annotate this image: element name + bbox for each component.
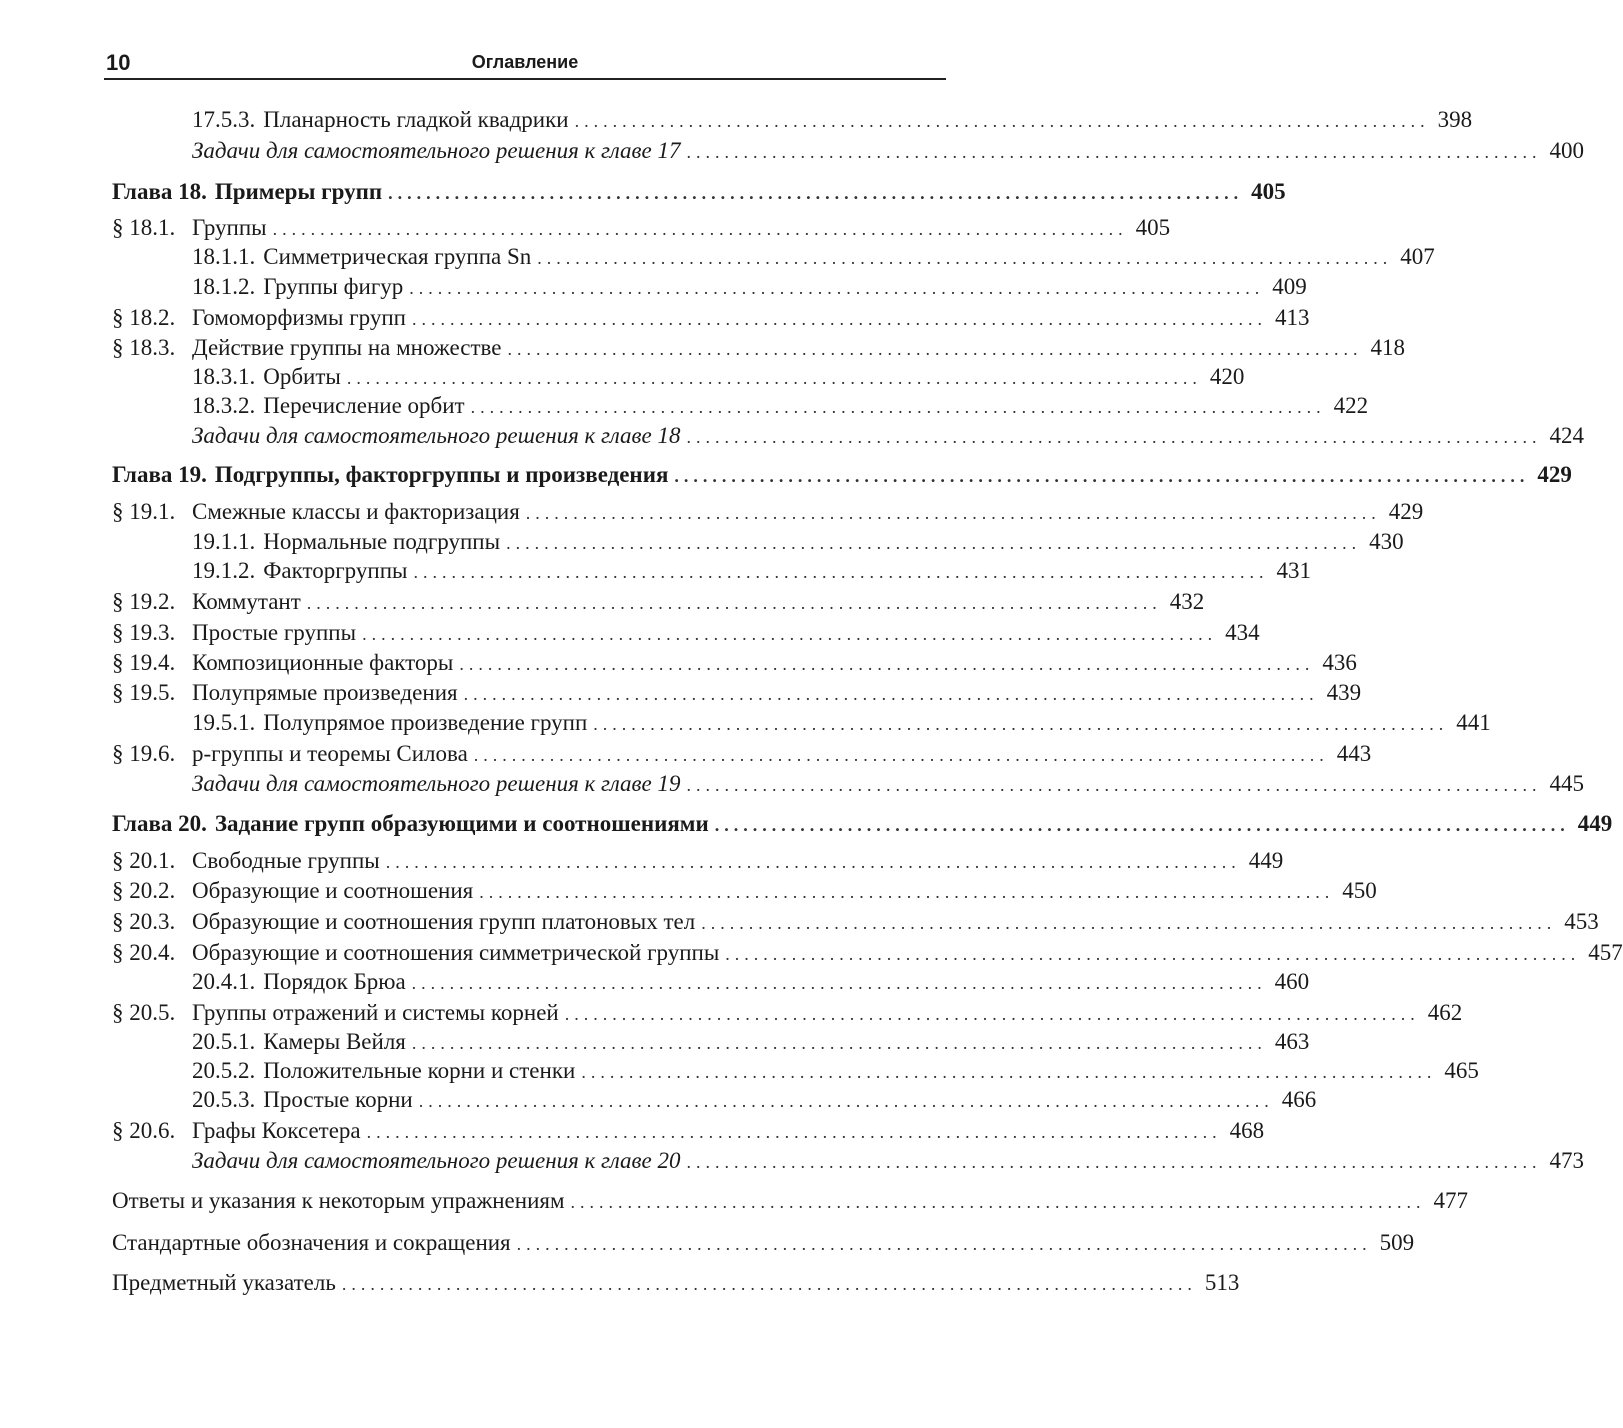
entry-title: Группы фигур bbox=[263, 274, 404, 299]
dot-leader: .......................................................................................... bbox=[701, 913, 1557, 933]
toc-entry bbox=[112, 1229, 1415, 1258]
entry-page: 445 bbox=[1549, 771, 1584, 796]
dot-leader: .......................................................................................... bbox=[413, 562, 1269, 582]
entry-page: 400 bbox=[1549, 138, 1584, 163]
entry-page: 418 bbox=[1370, 335, 1405, 360]
toc-entry bbox=[192, 392, 1369, 421]
entry-title: Камеры Вейля bbox=[263, 1029, 406, 1054]
entry-page: 420 bbox=[1209, 364, 1245, 389]
entry-number: 18.3.1. bbox=[192, 364, 256, 389]
entry-page: 405 bbox=[1251, 179, 1286, 204]
entry-page: 463 bbox=[1274, 1029, 1310, 1054]
chapter-number: Глава 19. bbox=[112, 462, 207, 487]
entry-title: Группы bbox=[192, 215, 267, 240]
entry-title: Задачи для самостоятельного решения к главе 17 bbox=[192, 138, 681, 163]
dot-leader: .......................................................................................... bbox=[366, 1122, 1222, 1142]
chapter-title: Подгруппы, факторгруппы и произведения bbox=[214, 462, 669, 487]
entry-page: 429 bbox=[1537, 462, 1572, 487]
entry-number: § 19.3. bbox=[112, 620, 176, 645]
entry-page: 465 bbox=[1444, 1058, 1479, 1083]
dot-leader: .......................................................................................... bbox=[506, 533, 1362, 553]
entry-number: § 18.3. bbox=[112, 335, 176, 360]
entry-title: Задачи для самостоятельного решения к главе 18 bbox=[192, 423, 681, 448]
toc-entry bbox=[192, 273, 1307, 302]
running-title: Оглавление bbox=[471, 52, 579, 72]
toc-entry bbox=[112, 1117, 1265, 1146]
entry-page: 431 bbox=[1276, 558, 1311, 583]
dot-leader: .......................................................................................... bbox=[463, 684, 1319, 704]
entry-page: 432 bbox=[1169, 589, 1205, 614]
entry-title: Порядок Брюа bbox=[263, 969, 406, 994]
dot-leader: .......................................................................................... bbox=[686, 1152, 1542, 1172]
chapter-title: Задание групп образующими и соотношениями bbox=[214, 811, 709, 836]
entry-title: Орбиты bbox=[263, 364, 341, 389]
entry-title: Простые корни bbox=[263, 1087, 413, 1112]
entry-title: p-группы и теоремы Силова bbox=[192, 741, 468, 766]
toc-entry bbox=[192, 137, 1584, 166]
toc-entry bbox=[192, 557, 1311, 586]
entry-page: 434 bbox=[1225, 620, 1260, 645]
dot-leader: .......................................................................................... bbox=[564, 1004, 1420, 1024]
entry-page: 513 bbox=[1204, 1270, 1240, 1295]
entry-number: § 19.1. bbox=[112, 499, 176, 524]
entry-page: 430 bbox=[1369, 529, 1404, 554]
entry-number: 18.1.2. bbox=[192, 274, 256, 299]
dot-leader: .......................................................................................... bbox=[674, 466, 1530, 486]
chapter-number: Глава 18. bbox=[112, 179, 207, 204]
entry-number: 19.1.2. bbox=[192, 558, 256, 583]
toc-entry bbox=[112, 939, 1623, 968]
toc-entry bbox=[112, 214, 1171, 243]
entry-page: 473 bbox=[1549, 1148, 1584, 1173]
entry-title: Композиционные факторы bbox=[192, 650, 454, 675]
entry-page: 449 bbox=[1248, 848, 1284, 873]
dot-leader: .......................................................................................... bbox=[459, 654, 1315, 674]
entry-title: Графы Коксетера bbox=[192, 1118, 361, 1143]
entry-page: 466 bbox=[1281, 1087, 1317, 1112]
entry-title: Полупрямые произведения bbox=[192, 680, 458, 705]
entry-page: 453 bbox=[1564, 909, 1599, 934]
toc-chapter bbox=[112, 461, 1572, 490]
entry-page: 422 bbox=[1333, 393, 1369, 418]
entry-number: 20.5.1. bbox=[192, 1029, 256, 1054]
dot-leader: .......................................................................................... bbox=[272, 219, 1128, 239]
entry-number: 17.5.3. bbox=[192, 107, 256, 132]
dot-leader: .......................................................................................... bbox=[385, 852, 1241, 872]
dot-leader: .......................................................................................... bbox=[686, 775, 1542, 795]
toc-entry bbox=[112, 649, 1357, 678]
entry-page: 439 bbox=[1326, 680, 1362, 705]
entry-number: 20.4.1. bbox=[192, 969, 256, 994]
entry-number: 20.5.3. bbox=[192, 1087, 256, 1112]
entry-title: Задачи для самостоятельного решения к главе 20 bbox=[192, 1148, 681, 1173]
toc-entry bbox=[192, 1086, 1317, 1115]
entry-page: 509 bbox=[1379, 1230, 1415, 1255]
entry-number: § 18.2. bbox=[112, 305, 176, 330]
dot-leader: .......................................................................................... bbox=[525, 503, 1381, 523]
toc-entry bbox=[112, 1187, 1469, 1216]
entry-number: § 20.6. bbox=[112, 1118, 176, 1143]
entry-title: Образующие и соотношения bbox=[192, 878, 474, 903]
toc-entry bbox=[192, 422, 1584, 451]
entry-page: 424 bbox=[1549, 423, 1584, 448]
dot-leader: .......................................................................................... bbox=[473, 745, 1329, 765]
entry-title: Стандартные обозначения и сокращения bbox=[112, 1230, 511, 1255]
dot-leader: .......................................................................................... bbox=[388, 183, 1244, 203]
entry-number: 19.1.1. bbox=[192, 529, 256, 554]
toc-entry bbox=[192, 106, 1473, 135]
page-number: 10 bbox=[106, 50, 131, 75]
entry-page: 460 bbox=[1274, 969, 1310, 994]
dot-leader: .......................................................................................... bbox=[593, 714, 1449, 734]
entry-title: Задачи для самостоятельного решения к главе 19 bbox=[192, 771, 681, 796]
entry-page: 436 bbox=[1322, 650, 1357, 675]
entry-page: 443 bbox=[1336, 741, 1372, 766]
entry-number: § 19.2. bbox=[112, 589, 176, 614]
entry-title: Гомоморфизмы групп bbox=[192, 305, 406, 330]
dot-leader: .......................................................................................... bbox=[346, 368, 1202, 388]
dot-leader: .......................................................................................... bbox=[516, 1234, 1372, 1254]
dot-leader: .......................................................................................... bbox=[686, 142, 1542, 162]
toc-entry bbox=[192, 1028, 1310, 1057]
entry-page: 450 bbox=[1342, 878, 1377, 903]
toc-entry bbox=[112, 304, 1310, 333]
dot-leader: .......................................................................................... bbox=[686, 427, 1542, 447]
toc-entry bbox=[112, 679, 1362, 708]
entry-title: Планарность гладкой квадрики bbox=[263, 107, 569, 132]
entry-title: Группы отражений и системы корней bbox=[192, 1000, 559, 1025]
entry-number: 18.1.1. bbox=[192, 244, 256, 269]
entry-title: Положительные корни и стенки bbox=[263, 1058, 576, 1083]
entry-title: Коммутант bbox=[192, 589, 301, 614]
dot-leader: .......................................................................................... bbox=[411, 973, 1267, 993]
toc-entry bbox=[112, 334, 1405, 363]
dot-leader: .......................................................................................... bbox=[507, 339, 1363, 359]
entry-number: § 20.5. bbox=[112, 1000, 176, 1025]
entry-page: 441 bbox=[1456, 710, 1491, 735]
entry-title: Образующие и соотношения симметрической группы bbox=[192, 940, 720, 965]
toc-entry bbox=[112, 877, 1377, 906]
entry-title: Свободные группы bbox=[192, 848, 380, 873]
entry-title: Смежные классы и факторизация bbox=[192, 499, 520, 524]
toc-entry bbox=[192, 363, 1245, 392]
entry-page: 477 bbox=[1433, 1188, 1469, 1213]
dot-leader: .......................................................................................... bbox=[362, 624, 1218, 644]
entry-number: 18.3.2. bbox=[192, 393, 256, 418]
dot-leader: .......................................................................................... bbox=[570, 1192, 1426, 1212]
toc-entry bbox=[112, 999, 1463, 1028]
entry-number: § 18.1. bbox=[112, 215, 176, 240]
chapter-title: Примеры групп bbox=[214, 179, 383, 204]
entry-title: Полупрямое произведение групп bbox=[263, 710, 588, 735]
toc-entry bbox=[192, 528, 1404, 557]
dot-leader: .......................................................................................... bbox=[479, 882, 1335, 902]
entry-page: 407 bbox=[1400, 244, 1435, 269]
dot-leader: .......................................................................................... bbox=[581, 1062, 1437, 1082]
entry-page: 409 bbox=[1272, 274, 1307, 299]
entry-page: 413 bbox=[1275, 305, 1310, 330]
toc-entry bbox=[112, 908, 1599, 937]
dot-leader: .......................................................................................... bbox=[714, 815, 1570, 835]
toc-entry bbox=[112, 498, 1424, 527]
page-header bbox=[104, 48, 946, 80]
dot-leader: .......................................................................................... bbox=[409, 278, 1265, 298]
dot-leader: .......................................................................................... bbox=[411, 1033, 1267, 1053]
entry-title: Образующие и соотношения групп платоновых тел bbox=[192, 909, 696, 934]
entry-title: Предметный указатель bbox=[112, 1270, 336, 1295]
toc-entry bbox=[112, 1269, 1240, 1298]
entry-title: Простые группы bbox=[192, 620, 357, 645]
entry-number: § 19.5. bbox=[112, 680, 176, 705]
toc-entry bbox=[192, 770, 1584, 799]
toc-entry bbox=[112, 847, 1284, 876]
entry-page: 468 bbox=[1229, 1118, 1265, 1143]
entry-number: § 19.6. bbox=[112, 741, 176, 766]
entry-title: Симметрическая группа Sn bbox=[263, 244, 532, 269]
entry-title: Ответы и указания к некоторым упражнениям bbox=[112, 1188, 565, 1213]
dot-leader: .......................................................................................... bbox=[306, 593, 1162, 613]
chapter-number: Глава 20. bbox=[112, 811, 207, 836]
dot-leader: .......................................................................................... bbox=[341, 1274, 1197, 1294]
entry-title: Действие группы на множестве bbox=[192, 335, 502, 360]
toc-chapter bbox=[112, 810, 1613, 839]
entry-page: 462 bbox=[1427, 1000, 1463, 1025]
entry-page: 398 bbox=[1437, 107, 1473, 132]
entry-page: 405 bbox=[1135, 215, 1171, 240]
toc-entry bbox=[192, 1147, 1584, 1176]
entry-page: 449 bbox=[1577, 811, 1613, 836]
entry-title: Факторгруппы bbox=[263, 558, 408, 583]
toc-entry bbox=[112, 619, 1260, 648]
toc-entry bbox=[112, 588, 1205, 617]
entry-page: 457 bbox=[1588, 940, 1623, 965]
entry-number: § 20.2. bbox=[112, 878, 176, 903]
dot-leader: .......................................................................................... bbox=[418, 1091, 1274, 1111]
entry-page: 429 bbox=[1388, 499, 1424, 524]
toc-entry bbox=[112, 740, 1372, 769]
dot-leader: .......................................................................................... bbox=[725, 944, 1581, 964]
dot-leader: .......................................................................................... bbox=[574, 111, 1430, 131]
toc-entry bbox=[192, 243, 1435, 272]
toc-entry bbox=[192, 1057, 1479, 1086]
entry-number: § 19.4. bbox=[112, 650, 176, 675]
dot-leader: .......................................................................................... bbox=[412, 309, 1267, 329]
dot-leader: .......................................................................................... bbox=[470, 397, 1326, 417]
entry-number: § 20.4. bbox=[112, 940, 176, 965]
entry-number: § 20.1. bbox=[112, 848, 176, 873]
toc-entry bbox=[192, 968, 1310, 997]
toc-chapter bbox=[112, 178, 1286, 207]
entry-number: 20.5.2. bbox=[192, 1058, 256, 1083]
entry-title: Перечисление орбит bbox=[263, 393, 465, 418]
entry-number: 19.5.1. bbox=[192, 710, 256, 735]
dot-leader: .......................................................................................... bbox=[537, 248, 1393, 268]
toc-entry bbox=[192, 709, 1491, 738]
entry-number: § 20.3. bbox=[112, 909, 176, 934]
entry-title: Нормальные подгруппы bbox=[263, 529, 501, 554]
